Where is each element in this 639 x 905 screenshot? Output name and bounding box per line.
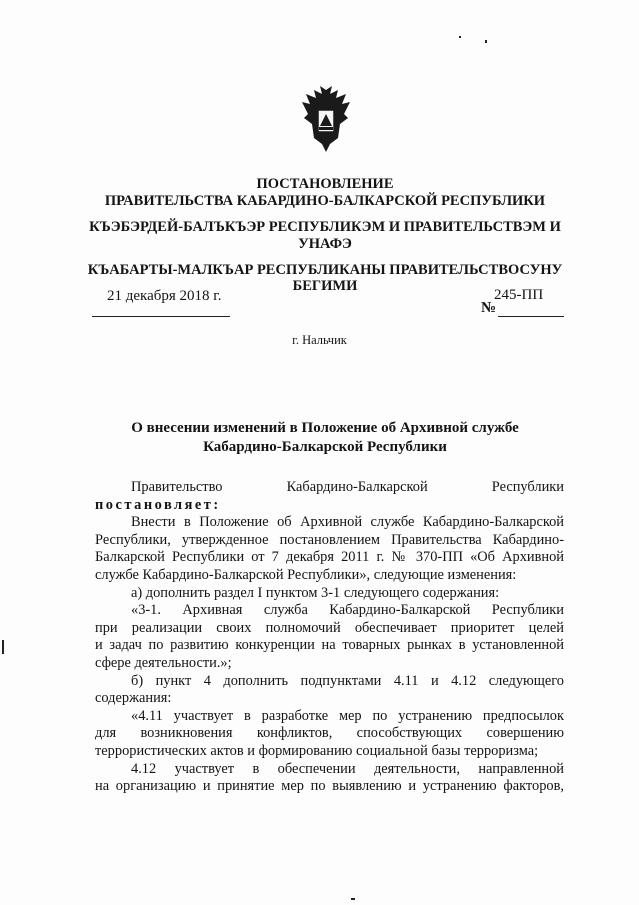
word-kbr: Кабардино-Балкарской bbox=[286, 479, 428, 495]
number-sign: № bbox=[481, 300, 497, 316]
paragraph-3-1-line-4: сфере деятельности.»; bbox=[95, 654, 232, 671]
paragraph-intro-line-1: Внести в Положение об Архивной службе Кабардино-Балкарской bbox=[131, 514, 564, 531]
document-number: 245-ПП bbox=[494, 287, 544, 303]
paragraph-intro-line-3: Балкарской Республики от 7 декабря 2011 г. № 370-ПП «Об Архивной bbox=[95, 549, 564, 566]
header-government-ru: ПРАВИТЕЛЬСТВА КАБАРДИНО-БАЛКАРСКОЙ РЕСПУБЛИКИ bbox=[104, 193, 546, 209]
paragraph-3-1-line-3: и задач по развитию конкуренции на товарных рынках в установленной bbox=[95, 637, 564, 654]
paragraph-item-b-line-1: б) пункт 4 дополнить подпунктами 4.11 и 4.12 следующего bbox=[131, 672, 564, 689]
document-date: 21 декабря 2018 г. bbox=[107, 288, 222, 304]
document-title-line-1: О внесении изменений в Положение об Архивной службе bbox=[131, 420, 519, 436]
date-underline bbox=[92, 316, 230, 317]
document-city: г. Нальчик bbox=[292, 333, 347, 347]
scan-edge-mark bbox=[2, 640, 4, 654]
paragraph-3-1-line-2: при реализации своих полномочий обеспечивает приоритет целей bbox=[95, 619, 564, 636]
document-title-line-2: Кабардино-Балкарской Республики bbox=[203, 439, 447, 455]
header-government-kab: КЪЭБЭРДЕЙ-БАЛЪКЪЭР РЕСПУБЛИКЭМ И ПРАВИТЕЛЬСТВЭМ И bbox=[89, 219, 561, 235]
paragraph-item-a: а) дополнить раздел I пунктом 3-1 следующего содержания: bbox=[131, 584, 500, 601]
paragraph-4-11-line-3: террористических актов и формированию социальной базы терроризма; bbox=[95, 742, 539, 759]
header-government-balk: КЪАБАРТЫ-МАЛКЪАР РЕСПУБЛИКАНЫ ПРАВИТЕЛЬСТВОСУНУ bbox=[87, 262, 563, 278]
word-republic: Республики bbox=[491, 479, 564, 495]
coat-of-arms-emblem bbox=[300, 84, 352, 154]
paragraph-3-1-line-1: «3-1. Архивная служба Кабардино-Балкарской Республики bbox=[131, 602, 564, 619]
word-government: Правительство bbox=[131, 479, 223, 495]
header-title: ПОСТАНОВЛЕНИЕ bbox=[256, 176, 394, 192]
paragraph-4-11-line-2: для возникновения конфликтов, способствующих совершению bbox=[95, 725, 564, 742]
paragraph-resolves: постановляет: bbox=[95, 496, 221, 513]
scan-speck bbox=[485, 40, 487, 43]
scan-speck bbox=[351, 898, 355, 900]
header-government-kab-2: УНАФЭ bbox=[298, 236, 352, 252]
number-underline bbox=[498, 316, 564, 317]
header-government-balk-2: БЕГИМИ bbox=[292, 278, 358, 294]
paragraph-intro-line-2: Республики, утвержденное постановлением Правительства Кабардино- bbox=[95, 531, 564, 548]
paragraph-4-11-line-1: «4.11 участвует в разработке мер по устранению предпосылок bbox=[131, 707, 564, 724]
document-title bbox=[60, 419, 590, 457]
document-body bbox=[95, 479, 564, 796]
paragraph-item-b-line-2: содержания: bbox=[95, 690, 172, 707]
paragraph-4-12-line-1: 4.12 участвует в обеспечении деятельности, направленной bbox=[131, 760, 564, 777]
scan-speck bbox=[459, 36, 461, 38]
paragraph-4-12-line-2: на организацию и принятие мер по выявлению и устранению факторов, bbox=[95, 778, 564, 795]
paragraph-government bbox=[95, 479, 564, 497]
paragraph-intro-line-4: службе Кабардино-Балкарской Республики», следующие изменения: bbox=[95, 566, 517, 583]
